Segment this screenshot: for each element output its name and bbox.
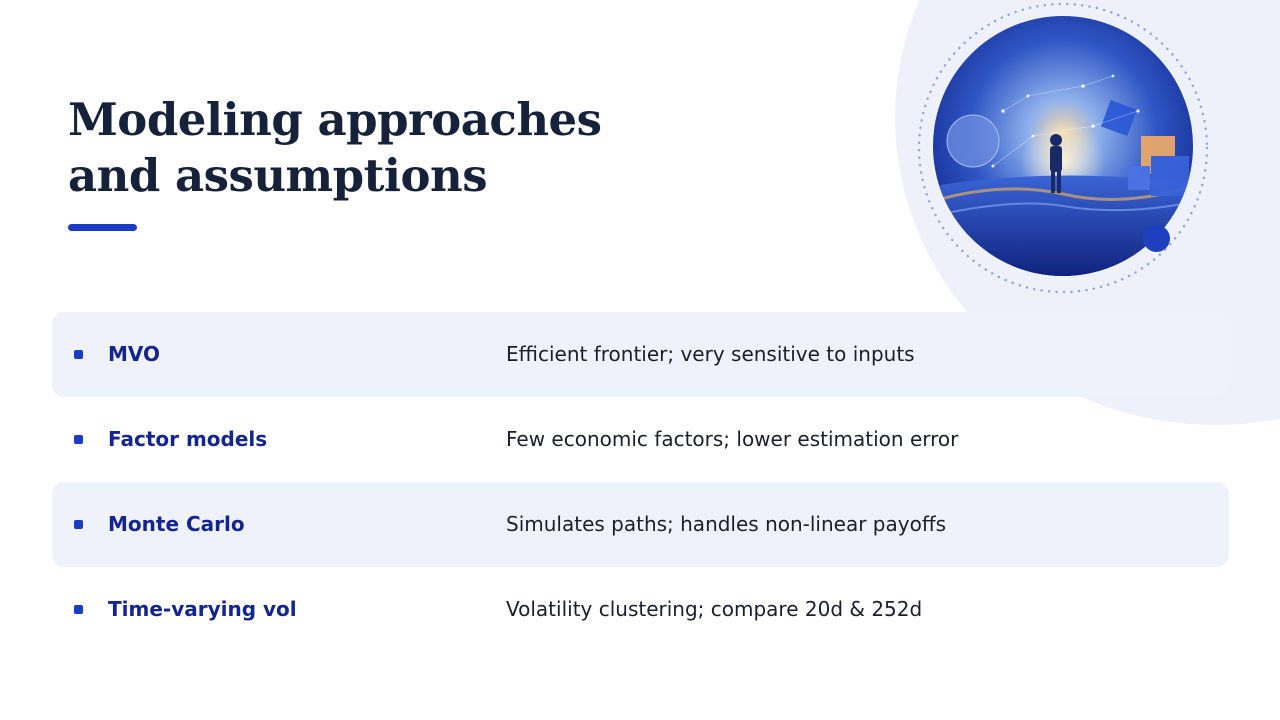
bullet-icon	[74, 520, 83, 529]
row-description: Few economic factors; lower estimation error	[506, 427, 959, 451]
page-title: Modeling approaches and assumptions	[68, 93, 602, 202]
bullet-icon	[74, 605, 83, 614]
title-underline	[68, 224, 137, 231]
row-label: Time-varying vol	[108, 597, 297, 621]
row-label: Factor models	[108, 427, 268, 451]
row-label: MVO	[108, 342, 161, 366]
row-label: Monte Carlo	[108, 512, 245, 536]
approaches-table	[52, 312, 1229, 652]
bullet-icon	[74, 350, 83, 359]
row-description: Simulates paths; handles non-linear payoffs	[506, 512, 947, 536]
table-row-mvo	[52, 312, 1229, 397]
table-row-monte-carlo	[52, 482, 1229, 567]
accent-dot	[1143, 225, 1170, 252]
table-row-time-varying-vol	[52, 567, 1229, 652]
table-row-factor-models	[52, 397, 1229, 482]
row-description: Volatility clustering; compare 20d & 252d	[506, 597, 923, 621]
row-description: Efficient frontier; very sensitive to inputs	[506, 342, 915, 366]
bullet-icon	[74, 435, 83, 444]
